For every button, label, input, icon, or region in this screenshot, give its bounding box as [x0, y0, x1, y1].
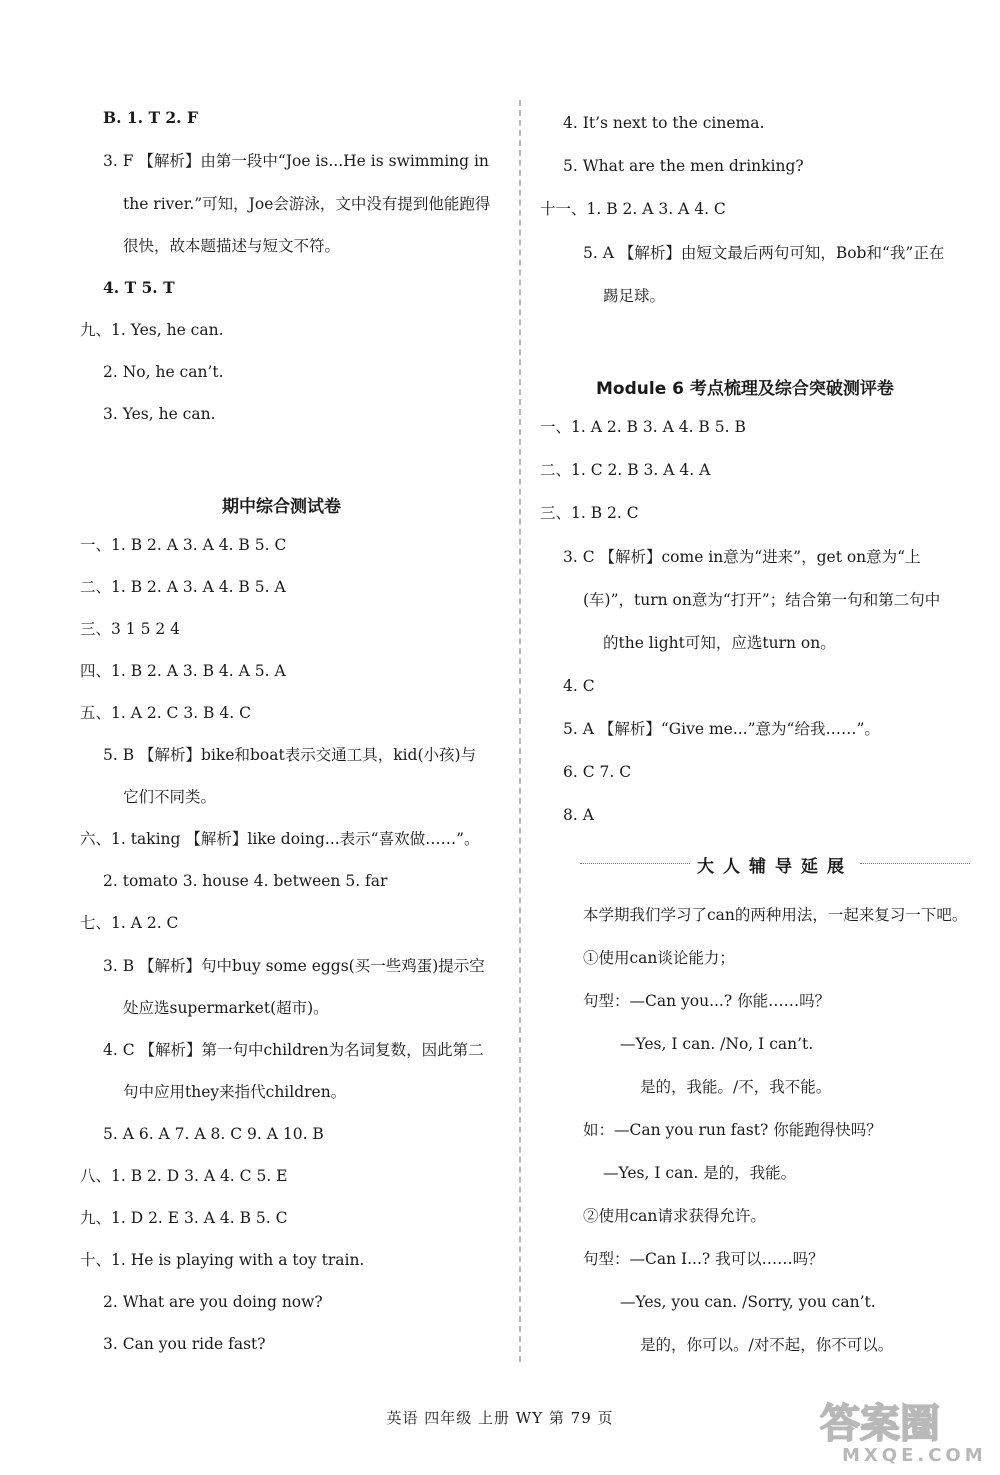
left-line: the river.”可知，Joe会游泳，文中没有提到他能跑得: [123, 195, 491, 213]
right-line: —Yes, I can. /No, I can’t.: [620, 1035, 814, 1053]
left-line: 2. No, he can’t.: [103, 363, 224, 381]
left-line: 很快，故本题描述与短文不符。: [123, 237, 341, 255]
right-line: 的the light可知，应选turn on。: [603, 634, 836, 652]
right-line: 4. C: [563, 677, 595, 695]
left-line: 4. T 5. T: [103, 278, 175, 297]
left-line: 3. B 【解析】句中buy some eggs(买一些鸡蛋)提示空: [103, 957, 485, 975]
right-line: 4. It’s next to the cinema.: [563, 114, 765, 132]
left-line: 八、1. B 2. D 3. A 4. C 5. E: [80, 1167, 288, 1185]
extension-title: 大人辅导延展: [697, 857, 853, 877]
left-line: 处应选supermarket(超市)。: [123, 999, 329, 1017]
watermark-url: MXQE.COM: [842, 1445, 987, 1465]
right-line: 5. A 【解析】由短文最后两句可知，Bob和“我”正在: [583, 244, 945, 262]
right-line: 是的，你可以。/对不起，你不可以。: [640, 1336, 894, 1354]
left-line: 九、1. Yes, he can.: [80, 321, 224, 339]
left-line: 三、3 1 5 2 4: [80, 620, 181, 638]
left-line: 5. A 6. A 7. A 8. C 9. A 10. B: [103, 1125, 324, 1143]
left-line: 六、1. taking 【解析】like doing...表示“喜欢做……”。: [80, 830, 480, 848]
right-line: —Yes, I can. 是的，我能。: [603, 1164, 797, 1182]
dotted-rule-left: [580, 863, 690, 864]
left-line: 七、1. A 2. C: [80, 914, 179, 932]
right-line: 6. C 7. C: [563, 763, 632, 781]
watermark-logo: [812, 1395, 992, 1465]
right-line: 一、1. A 2. B 3. A 4. B 5. B: [540, 418, 746, 436]
right-line: 三、1. B 2. C: [540, 504, 639, 522]
right-line: 如：—Can you run fast? 你能跑得快吗？: [583, 1121, 882, 1139]
left-line: 九、1. D 2. E 3. A 4. B 5. C: [80, 1209, 288, 1227]
column-divider: [519, 100, 521, 1362]
right-line: 二、1. C 2. B 3. A 4. A: [540, 461, 711, 479]
right-line: ①使用can谈论能力；: [583, 949, 735, 967]
right-line: 5. A 【解析】“Give me...”意为“给我……”。: [563, 720, 880, 738]
right-line: 是的，我能。/不，我不能。: [640, 1078, 832, 1096]
left-line: 句中应用they来指代children。: [123, 1083, 347, 1101]
left-line: 五、1. A 2. C 3. B 4. C: [80, 704, 251, 722]
left-line: 3. Yes, he can.: [103, 405, 216, 423]
watermark-text: 答案圈: [820, 1401, 940, 1447]
left-line: 二、1. B 2. A 3. A 4. B 5. A: [80, 578, 286, 596]
extension-header: [580, 852, 970, 876]
left-line: 3. Can you ride fast?: [103, 1335, 266, 1353]
right-line: 3. C 【解析】come in意为“进来”，get on意为“上: [563, 548, 921, 566]
right-line: 踢足球。: [603, 287, 666, 305]
left-line: 3. F 【解析】由第一段中“Joe is...He is swimming in: [103, 152, 489, 170]
midterm-title: 期中综合测试卷: [222, 497, 341, 517]
right-line: 十一、1. B 2. A 3. A 4. C: [540, 200, 726, 218]
right-line: (车)”，turn on意为“打开”；结合第一句和第二句中: [583, 591, 941, 609]
right-line: —Yes, you can. /Sorry, you can’t.: [620, 1293, 876, 1311]
left-line: 2. What are you doing now?: [103, 1293, 323, 1311]
left-line: 2. tomato 3. house 4. between 5. far: [103, 872, 388, 890]
left-line: 一、1. B 2. A 3. A 4. B 5. C: [80, 536, 287, 554]
left-line: 5. B 【解析】bike和boat表示交通工具，kid(小孩)与: [103, 746, 477, 764]
left-line: 四、1. B 2. A 3. B 4. A 5. A: [80, 662, 286, 680]
left-line: 它们不同类。: [123, 788, 217, 806]
right-line: 句型：—Can I...? 我可以……吗？: [583, 1250, 824, 1268]
dotted-rule-right: [860, 863, 970, 864]
right-line: 8. A: [563, 806, 594, 824]
page-footer: 英语 四年级 上册 WY 第 79 页: [386, 1409, 614, 1427]
right-line: ②使用can请求获得允许。: [583, 1207, 766, 1225]
right-line: 句型：—Can you...? 你能……吗？: [583, 992, 831, 1010]
left-line: 十、1. He is playing with a toy train.: [80, 1251, 365, 1269]
right-line: 本学期我们学习了can的两种用法，一起来复习一下吧。: [583, 906, 968, 924]
left-line: B. 1. T 2. F: [103, 108, 198, 127]
module-title: Module 6 考点梳理及综合突破测评卷: [596, 379, 894, 399]
left-line: 4. C 【解析】第一句中children为名词复数，因此第二: [103, 1041, 484, 1059]
right-line: 5. What are the men drinking?: [563, 157, 804, 175]
